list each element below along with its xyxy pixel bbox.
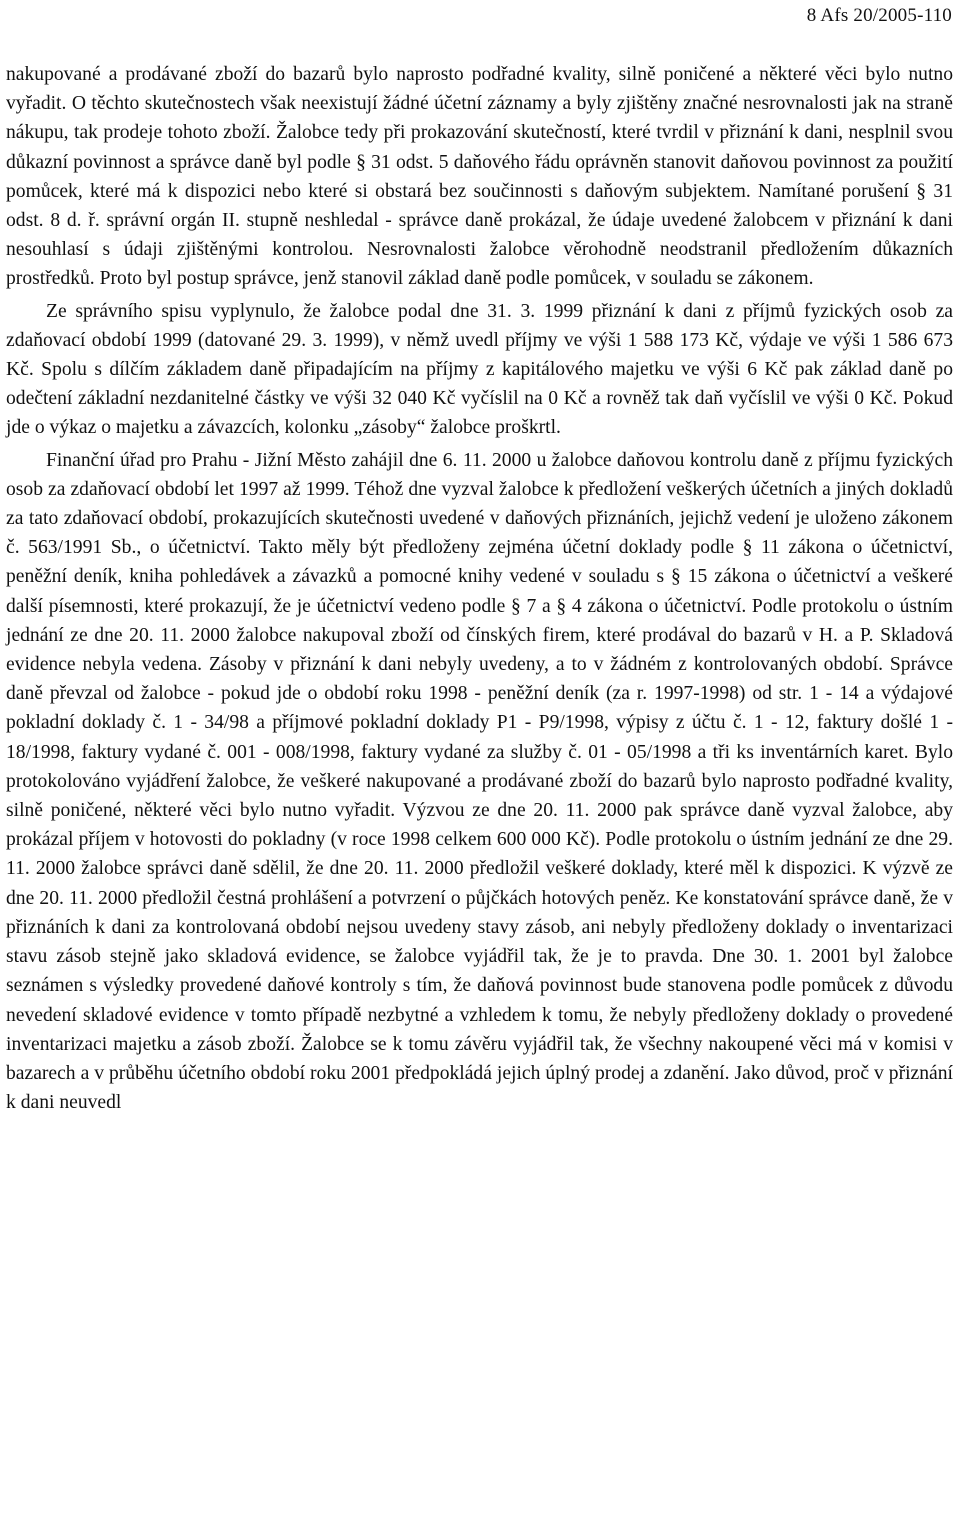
- paragraph-tax-audit: Finanční úřad pro Prahu - Jižní Město zahájil dne 6. 11. 2000 u žalobce daňovou kontrolu daně z příjmu fyzických osob za zdaňovací období let 1997 až 1999. Téhož dne vyzval žalobce k předložení veškerých účetních a jiných dokladů za tato zdaňovací období, prokazujících skutečnosti uvedené v daňových přiznáních, jejichž vedení je uloženo zákonem č. 563/1991 Sb., o účetnictví. Takto měly být předloženy zejména účetní doklady podle § 11 zákona o účetnictví, peněžní deník, kniha pohledávek a závazků a pomocné knihy vedené v souladu s § 15 zákona o účetnictví a veškeré další písemnosti, které prokazují, že je účetnictví vedeno podle § 7 a § 4 zákona o účetnictví. Podle protokolu o ústním jednání ze dne 20. 11. 2000 žalobce nakupoval zboží od čínských firem, které prodával do bazarů v H. a P. Skladová evidence nebyla vedena. Zásoby v přiznání k dani nebyly uvedeny, a to v žádném z kontrolovaných období. Správce daně převzal od žalobce - pokud jde o období roku 1998 - peněžní deník (za r. 1997-1998) od str. 1 - 14 a výdajové pokladní doklady č. 1 - 34/98 a příjmové pokladní doklady P1 - P9/1998, výpisy z účtu č. 1 - 12, faktury došlé 1 - 18/1998, faktury vydané č. 001 - 008/1998, faktury vydané za služby č. 01 - 05/1998 a tři ks inventárních karet. Bylo protokolováno vyjádření žalobce, že veškeré nakupované a prodávané zboží do bazarů bylo naprosto podřadné kvality, silně poničené, některé věci bylo nutno vyřadit. Výzvou ze dne 20. 11. 2000 pak správce daně vyzval žalobce, aby prokázal příjem v hotovosti do pokladny (v roce 1998 celkem 600 000 Kč). Podle protokolu o ústním jednání ze dne 29. 11. 2000 žalobce správci daně sdělil, že dne 20. 11. 2000 předložil veškeré doklady, které měl k dispozici. K výzvě ze dne 20. 11. 2000 předložil čestná prohlášení a potvrzení o půjčkách hotových peněz. Ke konstatování správce daně, že v přiznáních k dani za kontrolovaná období nejsou uvedeny stavy zásob, ani nebyly předloženy doklady o inventarizaci stavu zásob stejně jako skladová evidence, se žalobce vyjádřil tak, že je to pravda. Dne 30. 1. 2001 byl žalobce seznámen s výsledky provedené daňové kontroly s tím, že daňová povinnost bude stanovena podle pomůcek z důvodu nevedení skladové evidence v tomto případě nezbytné a vzhledem k tomu, že nebyly předloženy doklady o provedené inventarizaci majetku a zásob zboží. Žalobce se k tomu závěru vyjádřil tak, že všechny nakoupené věci má v komisi v bazarech a v průběhu účetního období roku 2001 předpokládá jejich úplný prodej a zdanění. Jako důvod, proč v přiznání k dani neuvedl: [6, 449, 953, 1114]
- paragraph-tax-return: Ze správního spisu vyplynulo, že žalobce podal dne 31. 3. 1999 přiznání k dani z příjmů fyzických osob za zdaňovací období 1999 (datované 29. 3. 1999), v němž uvedl příjmy ve výši 1 588 173 Kč, výdaje ve výši 1 586 673 Kč. Spolu s dílčím základem daně připadajícím na příjmy z kapitálového majetku ve výši 6 Kč pak základ daně po odečtení základní nezdanitelné částky ve výši 32 040 Kč vyčíslil na 0 Kč a rovněž tak daň vyčíslil ve výši 0 Kč. Pokud jde o výkaz o majetku a závazcích, kolonku „zásoby“ žalobce proškrtl.: [6, 300, 953, 439]
- paragraph-continuation: nakupované a prodávané zboží do bazarů bylo naprosto podřadné kvality, silně poničené a některé věci bylo nutno vyřadit. O těchto skutečnostech však neexistují žádné účetní záznamy a byly zjištěny značné nesrovnalosti jak na straně nákupu, tak prodeje tohoto zboží. Žalobce tedy při prokazování skutečností, které tvrdil v přiznání k dani, nesplnil svou důkazní povinnost a správce daně byl podle § 31 odst. 5 daňového řádu oprávněn stanovit daňovou povinnost za použití pomůcek, které má k dispozici nebo které si obstará bez součinnosti s daňovým subjektem. Namítané porušení § 31 odst. 8 d. ř. správní orgán II. stupně neshledal - správce daně prokázal, že údaje uvedené žalobcem v přiznání k dani nesouhlasí s údaji zjištěnými kontrolou. Nesrovnalosti žalobce věrohodně neodstranil předložením důkazních prostředků. Proto byl postup správce, jenž stanovil základ daně podle pomůcek, v souladu se zákonem.: [6, 64, 953, 290]
- case-number: 8 Afs 20/2005-110: [806, 5, 952, 26]
- document-body: [6, 60, 953, 1117]
